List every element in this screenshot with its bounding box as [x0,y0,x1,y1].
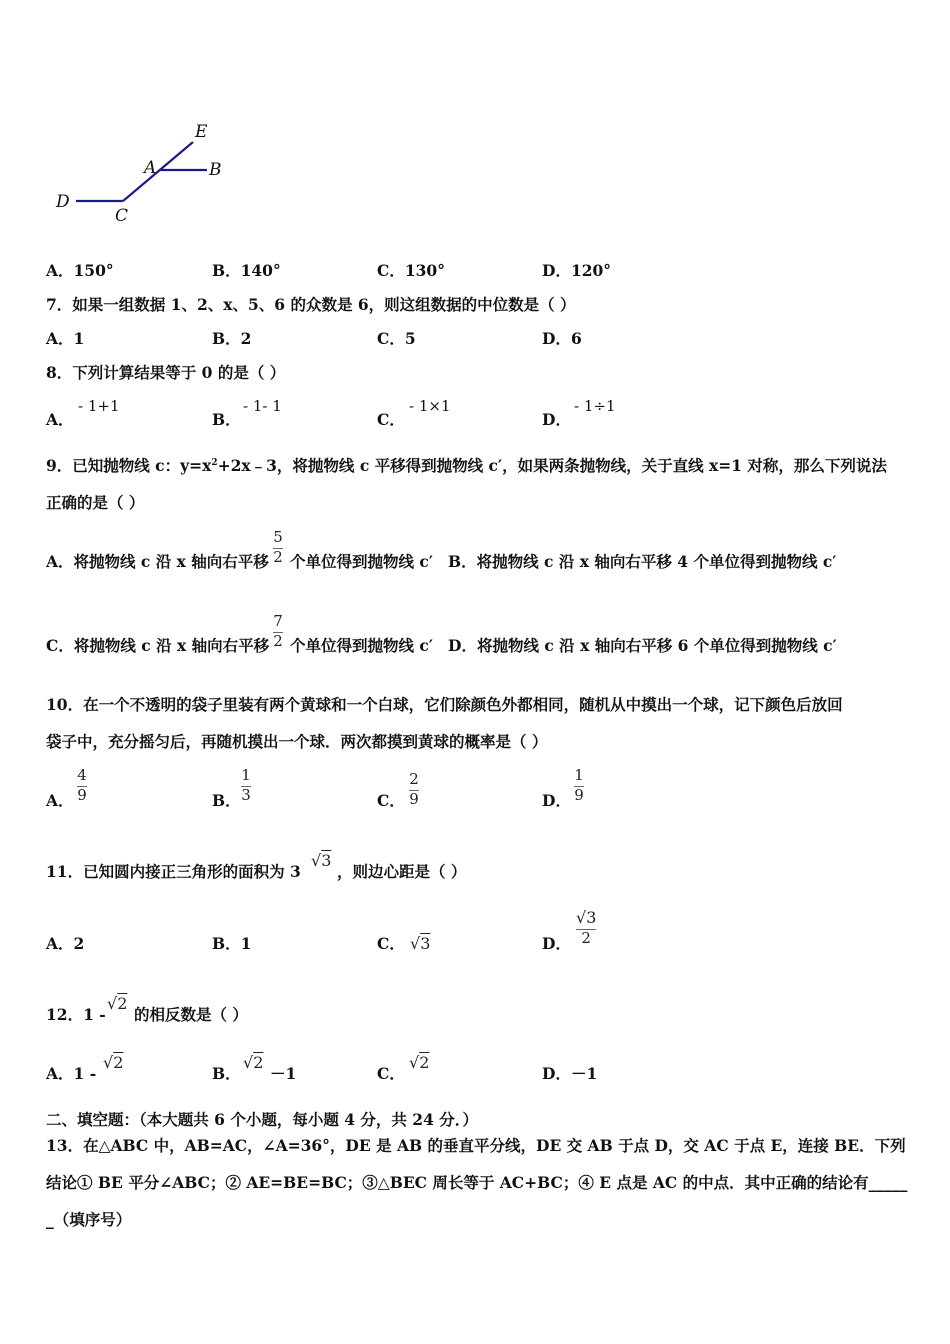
q13-line3: _（填序号） [46,1210,132,1229]
q10-option-c-label[interactable]: C． [377,791,405,810]
q10-option-d-label[interactable]: D． [542,791,571,810]
q12-stem-post: 的相反数是（ ） [134,1005,248,1024]
q7-stem: 7．如果一组数据 1、2、x、5、6 的众数是 6，则这组数据的中位数是（ ） [46,295,576,314]
q11-option-d-label[interactable]: D． [542,934,571,953]
q12-stem-radical: √2 [107,994,128,1013]
q12-stem-pre: 12．1 - [46,1005,106,1024]
angle-figure [50,112,240,232]
q11-option-c-label[interactable]: C． [377,934,405,953]
q8-option-b-label[interactable]: B． [212,410,241,429]
q7-option-c[interactable]: C．5 [377,329,416,348]
q8-option-d-label[interactable]: D． [542,410,571,429]
q9-option-b[interactable]: B．将抛物线 c 沿 x 轴向右平移 4 个单位得到抛物线 c′ [448,552,837,571]
q12-option-c-radical: √2 [409,1053,430,1072]
q11-stem-post: ，则边心距是（ ） [337,862,467,881]
q7-option-a[interactable]: A．1 [46,329,85,348]
q9-option-a-post: 个单位得到抛物线 c′ [290,552,433,571]
q10-option-d-fraction: 1 9 [574,766,584,804]
q9-option-c-fraction: 7 2 [273,612,283,650]
q12-option-b-label[interactable]: B． [212,1064,241,1083]
q12-option-a-label[interactable]: A．1 - [46,1064,97,1083]
q10-option-b-label[interactable]: B． [212,791,241,810]
q8-option-a-label[interactable]: A． [46,410,74,429]
q8-option-c-label[interactable]: C． [377,410,405,429]
q8-option-c-expr: - 1×1 [409,397,451,415]
q10-option-c-fraction: 2 9 [409,770,419,808]
q11-option-b[interactable]: B．1 [212,934,252,953]
q9-option-c-pre[interactable]: C．将抛物线 c 沿 x 轴向右平移 [46,636,270,655]
q11-stem-radical: √3 [311,851,332,870]
q6-option-a[interactable]: A．150° [46,261,114,280]
q11-option-a[interactable]: A．2 [46,934,85,953]
q8-option-b-expr: - 1- 1 [243,397,282,415]
q9-stem-line1: 9．已知抛物线 c：$y=x^2+2x﹣3$，将抛物线 c 平移得到抛物线 c′，如果两条抛物线，关于直线 x=1 对称，那么下列说法 [46,456,887,475]
q9-option-a-fraction: 5 2 [273,528,283,566]
q7-option-b[interactable]: B．2 [212,329,252,348]
q9-option-d[interactable]: D．将抛物线 c 沿 x 轴向右平移 6 个单位得到抛物线 c′ [448,636,837,655]
q8-stem: 8．下列计算结果等于 0 的是（ ） [46,363,286,382]
label-a: A [144,158,157,178]
q13-line2: 结论① BE 平分∠ABC；② AE=BE=BC；③△BEC 周长等于 AC+BC；④ E 点是 AC 的中点．其中正确的结论有_____ [46,1173,908,1192]
q11-stem-pre: 11．已知圆内接正三角形的面积为 3 [46,862,301,881]
q11-option-d-fraction: √3 2 [576,908,597,947]
section-2-heading: 二、填空题：（本大题共 6 个小题，每小题 4 分，共 24 分．） [46,1110,479,1129]
q9-stem-line2: 正确的是（ ） [46,493,145,512]
q12-option-b-radical: √2 [243,1053,264,1072]
label-b: B [209,160,222,180]
q13-line1: 13．在△ABC 中，AB=AC，∠A=36°，DE 是 AB 的垂直平分线，DE 交 AB 于点 D，交 AC 于点 E，连接 BE．下列 [46,1136,906,1155]
q9-option-c-post: 个单位得到抛物线 c′ [290,636,433,655]
q10-stem-line1: 10．在一个不透明的袋子里装有两个黄球和一个白球，它们除颜色外都相同，随机从中摸出一个球，记下颜色后放回 [46,695,843,714]
q10-stem-line2: 袋子中，充分摇匀后，再随机摸出一个球．两次都摸到黄球的概率是（ ） [46,732,548,751]
q11-option-c-radical: √3 [410,934,431,953]
q6-option-c[interactable]: C．130° [377,261,445,280]
label-e: E [195,122,208,142]
label-d: D [56,192,70,212]
q12-option-d[interactable]: D．－1 [542,1064,598,1083]
q8-option-a-expr: - 1+1 [78,397,120,415]
q10-option-a-label[interactable]: A． [46,791,74,810]
segment-ce [123,142,193,201]
q6-option-d[interactable]: D．120° [542,261,612,280]
q6-option-b[interactable]: B．140° [212,261,281,280]
q8-option-d-expr: - 1÷1 [574,397,616,415]
label-c: C [115,206,129,226]
q12-option-c-label[interactable]: C． [377,1064,405,1083]
q9-option-a-pre[interactable]: A．将抛物线 c 沿 x 轴向右平移 [46,552,269,571]
q12-option-b-post: －1 [270,1064,297,1083]
q10-option-a-fraction: 4 9 [77,766,87,804]
q7-option-d[interactable]: D．6 [542,329,582,348]
q10-option-b-fraction: 1 3 [241,766,251,804]
q12-option-a-radical: √2 [103,1053,124,1072]
